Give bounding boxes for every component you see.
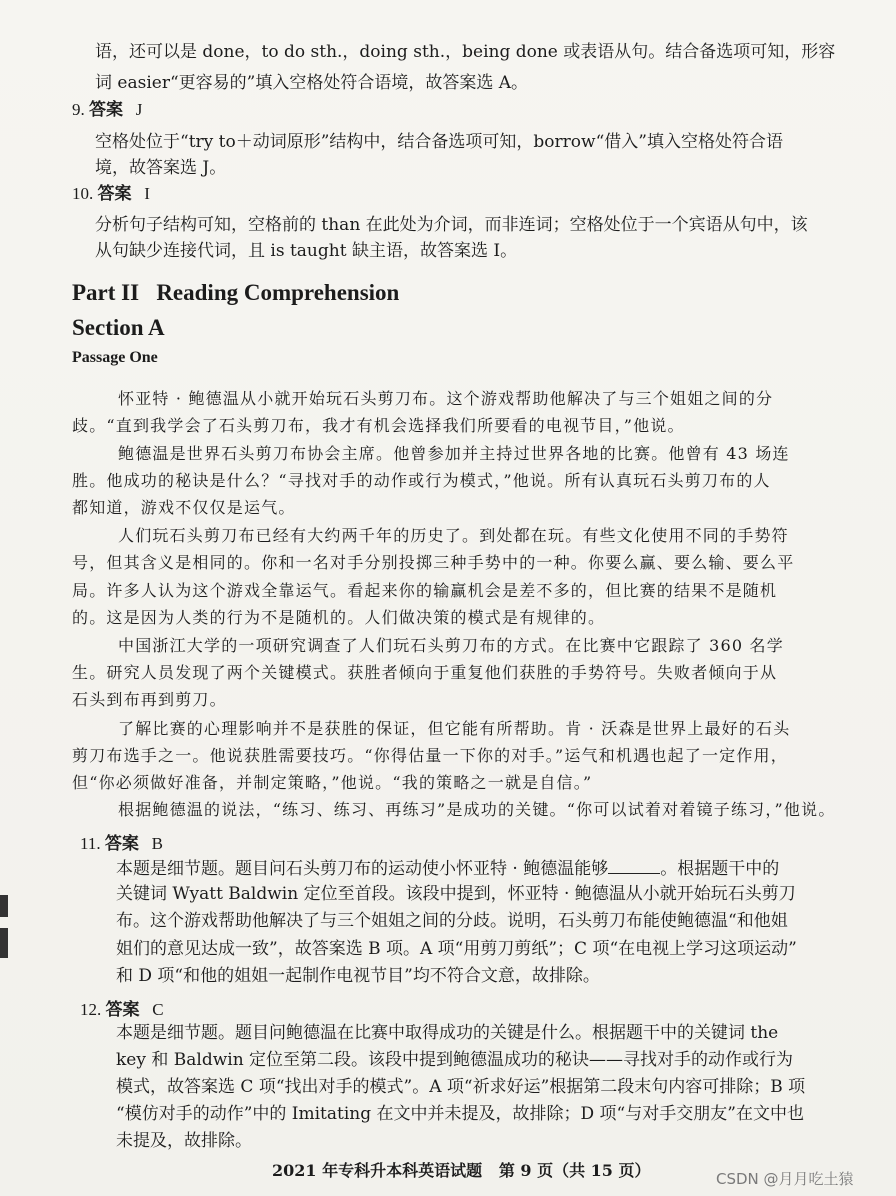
passage-line: 了解比赛的心理影响并不是获胜的保证，但它能有所帮助。肯 · 沃森是世界上最好的石头 (118, 719, 791, 738)
text-line: 语，还可以是 done，to do sth.，doing sth.，being done 或表语从句。结合备选项可知，形容 (95, 42, 836, 62)
passage-title: Passage One (72, 349, 158, 366)
passage-line: 胜。他成功的秘诀是什么？“寻找对手的动作或行为模式，”他说。所有认真玩石头剪刀布的人 (72, 471, 771, 490)
answer-heading-12: 12. 答案 C (80, 1000, 164, 1020)
text-line: 境，故答案选 J。 (95, 158, 227, 178)
passage-line: 根据鲍德温的说法，“练习、练习、再练习”是成功的关键。“你可以试着对着镜子练习，”他说。 (118, 800, 836, 819)
answer-heading-10: 10. 答案 I (72, 184, 150, 204)
text-line: 本题是细节题。题目问石头剪刀布的运动使小怀亚特 · 鲍德温能够 。根据题干中的 (116, 859, 780, 879)
part-title: Part II Reading Comprehension (72, 280, 400, 305)
passage-line: 鲍德温是世界石头剪刀布协会主席。他曾参加并主持过世界各地的比赛。他曾有 43 场连 (118, 444, 790, 463)
text-line: 未提及，故排除。 (116, 1131, 252, 1151)
scan-edge-mark (0, 895, 8, 917)
answer-heading-9: 9. 答案 J (72, 100, 143, 120)
answer-heading-11: 11. 答案 B (80, 834, 163, 854)
passage-line: 但“你必须做好准备，并制定策略，”他说。“我的策略之一就是自信。” (72, 773, 593, 792)
page-footer: 2021 年专科升本科英语试题 第 9 页（共 15 页） (272, 1161, 651, 1180)
text-line: “模仿对手的动作”中的 Imitating 在文中并未提及，故排除；D 项“与对手交朋友”在文中也 (116, 1104, 804, 1124)
text-line: 本题是细节题。题目问鲍德温在比赛中取得成功的关键是什么。根据题干中的关键词 the (116, 1023, 779, 1043)
passage-line: 石头到布再到剪刀。 (72, 690, 227, 709)
passage-line: 都知道，游戏不仅仅是运气。 (72, 498, 296, 517)
text-line: 姐们的意见达成一致”，故答案选 B 项。A 项“用剪刀剪纸”；C 项“在电视上学习这项运动” (116, 939, 797, 959)
passage-line: 中国浙江大学的一项研究调查了人们玩石头剪刀布的方式。在比赛中它跟踪了 360 名学 (118, 636, 784, 655)
passage-line: 生。研究人员发现了两个关键模式。获胜者倾向于重复他们获胜的手势符号。失败者倾向于从 (72, 663, 778, 682)
text-line: 空格处位于“try to＋动词原形”结构中，结合备选项可知，borrow“借入”填入空格处符合语 (95, 132, 783, 152)
passage-line: 剪刀布选手之一。他说获胜需要技巧。“你得估量一下你的对手。”运气和机遇也起了一定作用， (72, 746, 788, 765)
text-line: 布。这个游戏帮助他解决了与三个姐姐之间的分歧。说明，石头剪刀布能使鲍德温“和他姐 (116, 911, 788, 931)
text-line: 分析句子结构可知，空格前的 than 在此处为介词，而非连词；空格处位于一个宾语从句中，该 (95, 215, 808, 235)
passage-line: 号，但其含义是相同的。你和一名对手分别投掷三种手势中的一种。你要么赢、要么输、要么平 (72, 553, 795, 572)
text-line: key 和 Baldwin 定位至第二段。该段中提到鲍德温成功的秘诀——寻找对手的动作或行为 (116, 1050, 794, 1070)
passage-line: 的。这是因为人类的行为不是随机的。人们做决策的模式是有规律的。 (72, 608, 606, 627)
scan-edge-mark (0, 928, 8, 958)
passage-line: 人们玩石头剪刀布已经有大约两千年的历史了。到处都在玩。有些文化使用不同的手势符 (118, 526, 789, 545)
section-title: Section A (72, 315, 165, 340)
passage-line: 怀亚特 · 鲍德温从小就开始玩石头剪刀布。这个游戏帮助他解决了与三个姐姐之间的分 (118, 389, 774, 408)
text-line: 模式，故答案选 C 项“找出对手的模式”。A 项“祈求好运”根据第二段末句内容可排除；B 项 (116, 1077, 806, 1097)
text-line: 词 easier“更容易的”填入空格处符合语境，故答案选 A。 (95, 73, 529, 93)
passage-line: 歧。“直到我学会了石头剪刀布，我才有机会选择我们所要看的电视节目，”他说。 (72, 416, 685, 435)
text-line: 和 D 项“和他的姐姐一起制作电视节目”均不符合文意，故排除。 (116, 966, 600, 986)
watermark: CSDN @月月吃土猿 (716, 1170, 854, 1188)
text-line: 从句缺少连接代词，且 is taught 缺主语，故答案选 I。 (95, 241, 518, 261)
passage-line: 局。许多人认为这个游戏全靠运气。看起来你的输赢机会是差不多的，但比赛的结果不是随机 (72, 581, 778, 600)
text-line: 关键词 Wyatt Baldwin 定位至首段。该段中提到，怀亚特 · 鲍德温从小就开始玩石头剪刀 (116, 884, 796, 904)
answer-blank (608, 859, 660, 874)
